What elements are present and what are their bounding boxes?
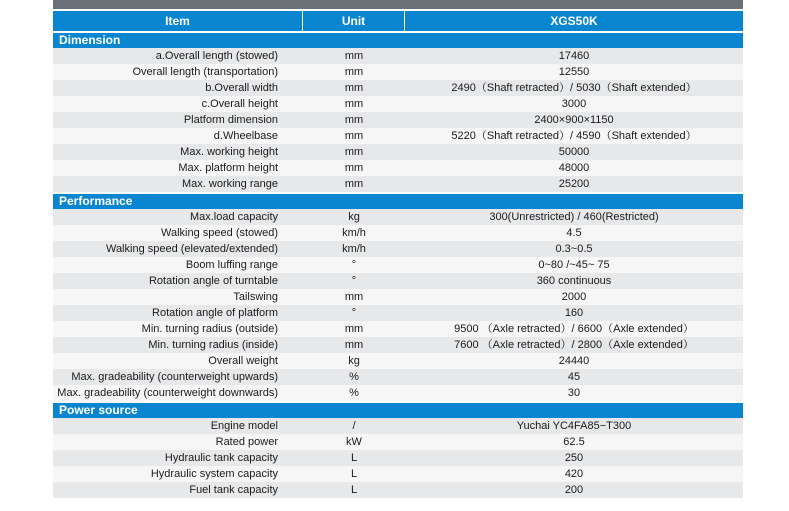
table-row — [53, 48, 743, 64]
table-row — [53, 418, 743, 434]
table-row — [53, 385, 743, 401]
table-row — [53, 176, 743, 192]
row-unit: mm — [344, 291, 364, 303]
header-unit: Unit — [303, 11, 405, 31]
row-value: 62.5 — [563, 436, 585, 448]
row-value: Yuchai YC4FA85−T300 — [516, 420, 632, 432]
row-item: Hydraulic tank capacity — [164, 452, 278, 464]
row-value: 7600 （Axle retracted）/ 2800（Axle extended） — [454, 339, 694, 351]
row-item: Hydraulic system capacity — [150, 468, 278, 480]
row-item: b.Overall width — [205, 82, 278, 94]
row-value: 0.3~0.5 — [555, 243, 593, 255]
row-value: 17460 — [558, 50, 590, 62]
row-unit: mm — [344, 66, 364, 78]
row-unit: L — [350, 452, 358, 464]
table-row — [53, 241, 743, 257]
row-item: Tailswing — [233, 291, 278, 303]
table-row — [53, 257, 743, 273]
row-unit: mm — [344, 146, 364, 158]
row-value: 160 — [564, 307, 584, 319]
row-value: 360 continuous — [536, 275, 612, 287]
table-row — [53, 450, 743, 466]
section-title: Performance — [53, 194, 743, 209]
row-unit: mm — [344, 323, 364, 335]
table-row — [53, 225, 743, 241]
table-row — [53, 466, 743, 482]
row-item: Overall length (transportation) — [132, 66, 278, 78]
row-item: Walking speed (stowed) — [161, 227, 278, 239]
row-item: Max. working height — [180, 146, 278, 158]
row-unit: / — [352, 420, 356, 432]
table-row — [53, 64, 743, 80]
row-item: Walking speed (elevated/extended) — [105, 243, 278, 255]
row-item: c.Overall height — [201, 98, 278, 110]
table-row — [53, 160, 743, 176]
row-unit: L — [350, 484, 358, 496]
row-item: Min. turning radius (inside) — [148, 339, 278, 351]
row-unit: mm — [344, 82, 364, 94]
row-unit: mm — [344, 130, 364, 142]
row-item: Fuel tank capacity — [189, 484, 278, 496]
row-value: 25200 — [558, 178, 590, 190]
row-unit: mm — [344, 50, 364, 62]
table-row — [53, 144, 743, 160]
header-model: XGS50K — [550, 14, 598, 28]
row-value: 24440 — [558, 355, 590, 367]
row-value: 3000 — [561, 98, 587, 110]
section-title: Dimension — [53, 33, 743, 48]
row-unit: % — [349, 371, 359, 383]
table-row — [53, 128, 743, 144]
row-value: 2400×900×1150 — [534, 114, 614, 126]
row-unit: mm — [344, 339, 364, 351]
row-value: 48000 — [558, 162, 590, 174]
row-item: Max. working range — [182, 178, 278, 190]
row-value: 2000 — [561, 291, 587, 303]
table-row — [53, 305, 743, 321]
row-item: Platform dimension — [183, 114, 278, 126]
row-value: 420 — [564, 468, 584, 480]
row-unit: mm — [344, 98, 364, 110]
row-unit: L — [350, 468, 358, 480]
row-value: 50000 — [558, 146, 590, 158]
row-item: Max. platform height — [178, 162, 278, 174]
row-item: Rotation angle of platform — [152, 307, 278, 319]
row-unit: ° — [351, 307, 357, 319]
table-row — [53, 96, 743, 112]
row-unit: kg — [348, 355, 360, 367]
row-value: 45 — [567, 371, 581, 383]
row-item: a.Overall length (stowed) — [155, 50, 278, 62]
row-item: Max.load capacity — [189, 211, 278, 223]
row-item: Min. turning radius (outside) — [141, 323, 278, 335]
row-item: Engine model — [210, 420, 278, 432]
table-body — [53, 33, 743, 498]
row-value: 0~80 /~45~ 75 — [538, 259, 610, 271]
table-row — [53, 353, 743, 369]
row-unit: % — [349, 387, 359, 399]
row-unit: km/h — [342, 227, 366, 239]
row-unit: ° — [351, 259, 357, 271]
row-value: 30 — [567, 387, 581, 399]
table-row — [53, 434, 743, 450]
row-unit: mm — [344, 178, 364, 190]
table-header — [53, 11, 743, 31]
section-title: Power source — [53, 403, 743, 418]
row-unit: km/h — [342, 243, 366, 255]
spec-table — [53, 11, 743, 498]
row-item: Max. gradeability (counterweight upwards) — [71, 371, 278, 383]
row-item: d.Wheelbase — [213, 130, 278, 142]
table-row — [53, 112, 743, 128]
row-item: Rated power — [215, 436, 278, 448]
row-item: Max. gradeability (counterweight downwards) — [57, 387, 278, 399]
row-unit: mm — [344, 162, 364, 174]
row-item: Overall weight — [208, 355, 278, 367]
row-value: 4.5 — [566, 227, 582, 239]
row-value: 200 — [564, 484, 584, 496]
row-item: Boom luffing range — [185, 259, 278, 271]
row-value: 9500 （Axle retracted）/ 6600（Axle extended） — [454, 323, 694, 335]
row-value: 250 — [564, 452, 584, 464]
header-item: Item — [53, 11, 303, 31]
row-value: 2490（Shaft retracted）/ 5030（Shaft extended） — [451, 82, 697, 94]
row-unit: ° — [351, 275, 357, 287]
table-row — [53, 482, 743, 498]
table-row — [53, 289, 743, 305]
row-unit: kg — [348, 211, 360, 223]
table-row — [53, 80, 743, 96]
top-decorative-bar — [53, 0, 743, 9]
table-row — [53, 337, 743, 353]
row-value: 5220（Shaft retracted）/ 4590（Shaft extended） — [451, 130, 697, 142]
row-value: 300(Unrestricted) / 460(Restricted) — [489, 211, 659, 223]
table-row — [53, 321, 743, 337]
row-value: 12550 — [558, 66, 590, 78]
row-item: Rotation angle of turntable — [148, 275, 278, 287]
row-unit: kW — [346, 436, 362, 448]
table-row — [53, 273, 743, 289]
row-unit: mm — [344, 114, 364, 126]
table-row — [53, 209, 743, 225]
table-row — [53, 369, 743, 385]
